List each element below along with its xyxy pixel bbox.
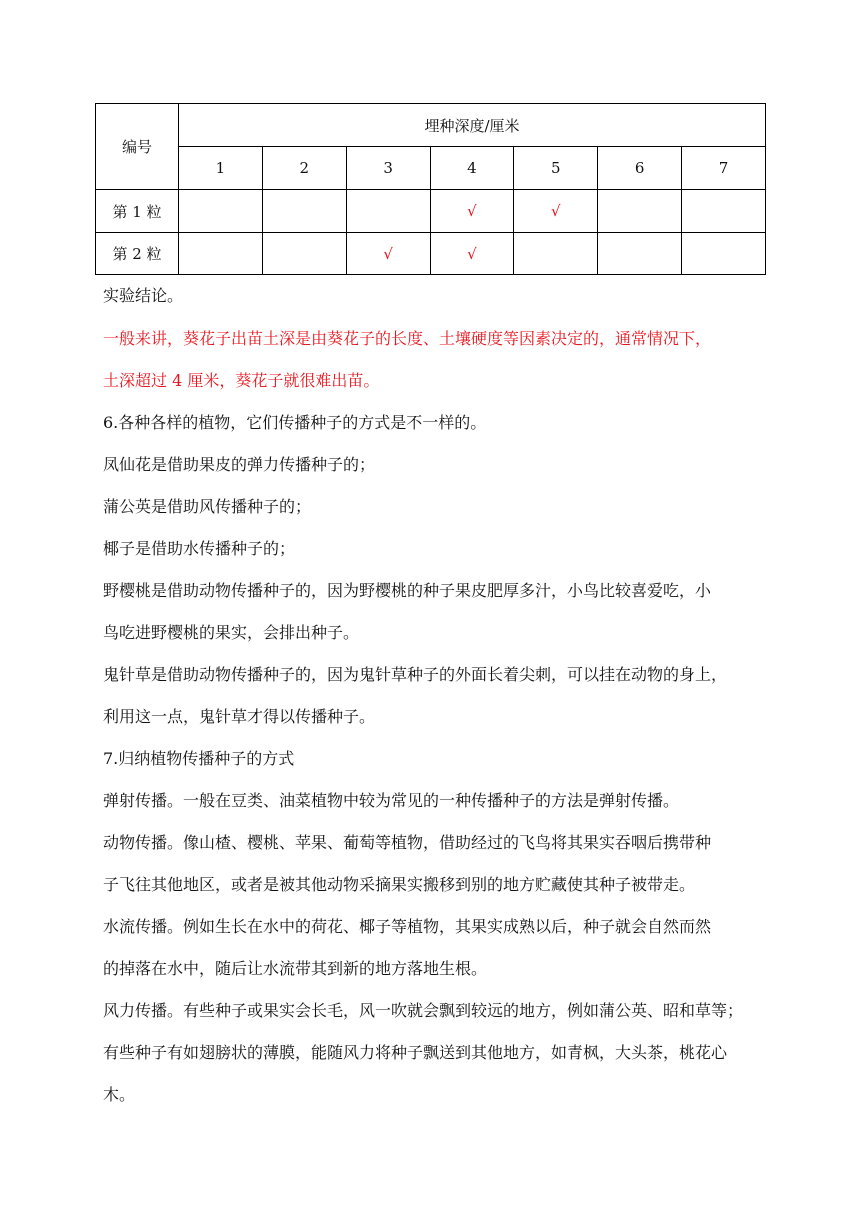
text-line: 野樱桃是借助动物传播种子的，因为野樱桃的种子果皮肥厚多汁，小鸟比较喜爱吃，小	[103, 581, 712, 600]
text-line: 弹射传播。一般在豆类、油菜植物中较为常见的一种传播种子的方法是弹射传播。	[103, 791, 680, 810]
result-cell	[262, 190, 346, 233]
table-row	[96, 190, 766, 233]
result-cell	[179, 233, 263, 275]
text-line: 利用这一点，鬼针草才得以传播种子。	[103, 707, 376, 726]
result-cell	[682, 233, 766, 275]
depth-cell: 7	[682, 147, 766, 190]
text-line: 凤仙花是借助果皮的弹力传播种子的；	[103, 455, 376, 474]
depth-cell: 6	[598, 147, 682, 190]
depth-cell: 2	[262, 147, 346, 190]
text-line: 有些种子有如翅膀状的薄膜，能随风力将种子飘送到其他地方，如青枫，大头茶，桃花心	[103, 1043, 728, 1062]
check-mark: √	[514, 190, 598, 233]
result-cell	[514, 233, 598, 275]
text-line: 动物传播。像山楂、樱桃、苹果、葡萄等植物，借助经过的飞鸟将其果实吞咽后携带种	[103, 833, 712, 852]
text-line: 椰子是借助水传播种子的；	[103, 539, 296, 558]
check-mark: √	[346, 233, 430, 275]
text-line: 实验结论。	[103, 286, 184, 305]
check-mark: √	[430, 233, 514, 275]
result-cell	[346, 190, 430, 233]
text-line: 水流传播。例如生长在水中的荷花、椰子等植物，其果实成熟以后，种子就会自然而然	[103, 917, 712, 936]
result-cell	[682, 190, 766, 233]
result-cell	[598, 233, 682, 275]
section-heading: 6.各种各样的植物，它们传播种子的方式是不一样的。	[103, 413, 487, 432]
text-line: 子飞往其他地区，或者是被其他动物采摘果实搬移到别的地方贮藏使其种子被带走。	[103, 875, 696, 894]
result-cell	[262, 233, 346, 275]
text-line: 风力传播。有些种子或果实会长毛，风一吹就会飘到较远的地方，例如蒲公英、昭和草等；	[103, 1001, 744, 1020]
row-label: 第 2 粒	[96, 233, 179, 275]
depth-cell: 3	[346, 147, 430, 190]
section-heading: 7.归纳植物传播种子的方式	[103, 749, 295, 768]
text-line: 蒲公英是借助风传播种子的；	[103, 497, 312, 516]
table-row	[96, 233, 766, 275]
depth-cell: 5	[514, 147, 598, 190]
text-line: 鸟吃进野樱桃的果实，会排出种子。	[103, 623, 360, 642]
depth-header-cell: 埋种深度/厘米	[179, 104, 766, 147]
check-mark: √	[430, 190, 514, 233]
result-cell	[598, 190, 682, 233]
result-cell	[179, 190, 263, 233]
row-label: 第 1 粒	[96, 190, 179, 233]
conclusion-line: 土深超过 4 厘米，葵花子就很难出苗。	[103, 371, 380, 390]
text-line: 鬼针草是借助动物传播种子的，因为鬼针草种子的外面长着尖刺，可以挂在动物的身上，	[103, 665, 728, 684]
depth-cell: 1	[179, 147, 263, 190]
depth-cell: 4	[430, 147, 514, 190]
text-line: 木。	[103, 1085, 136, 1104]
seed-depth-table	[95, 103, 766, 275]
text-line: 的掉落在水中，随后让水流带其到新的地方落地生根。	[103, 959, 488, 978]
id-header-cell: 编号	[96, 104, 179, 190]
conclusion-line: 一般来讲，葵花子出苗土深是由葵花子的长度、土壤硬度等因素决定的，通常情况下，	[103, 329, 712, 348]
